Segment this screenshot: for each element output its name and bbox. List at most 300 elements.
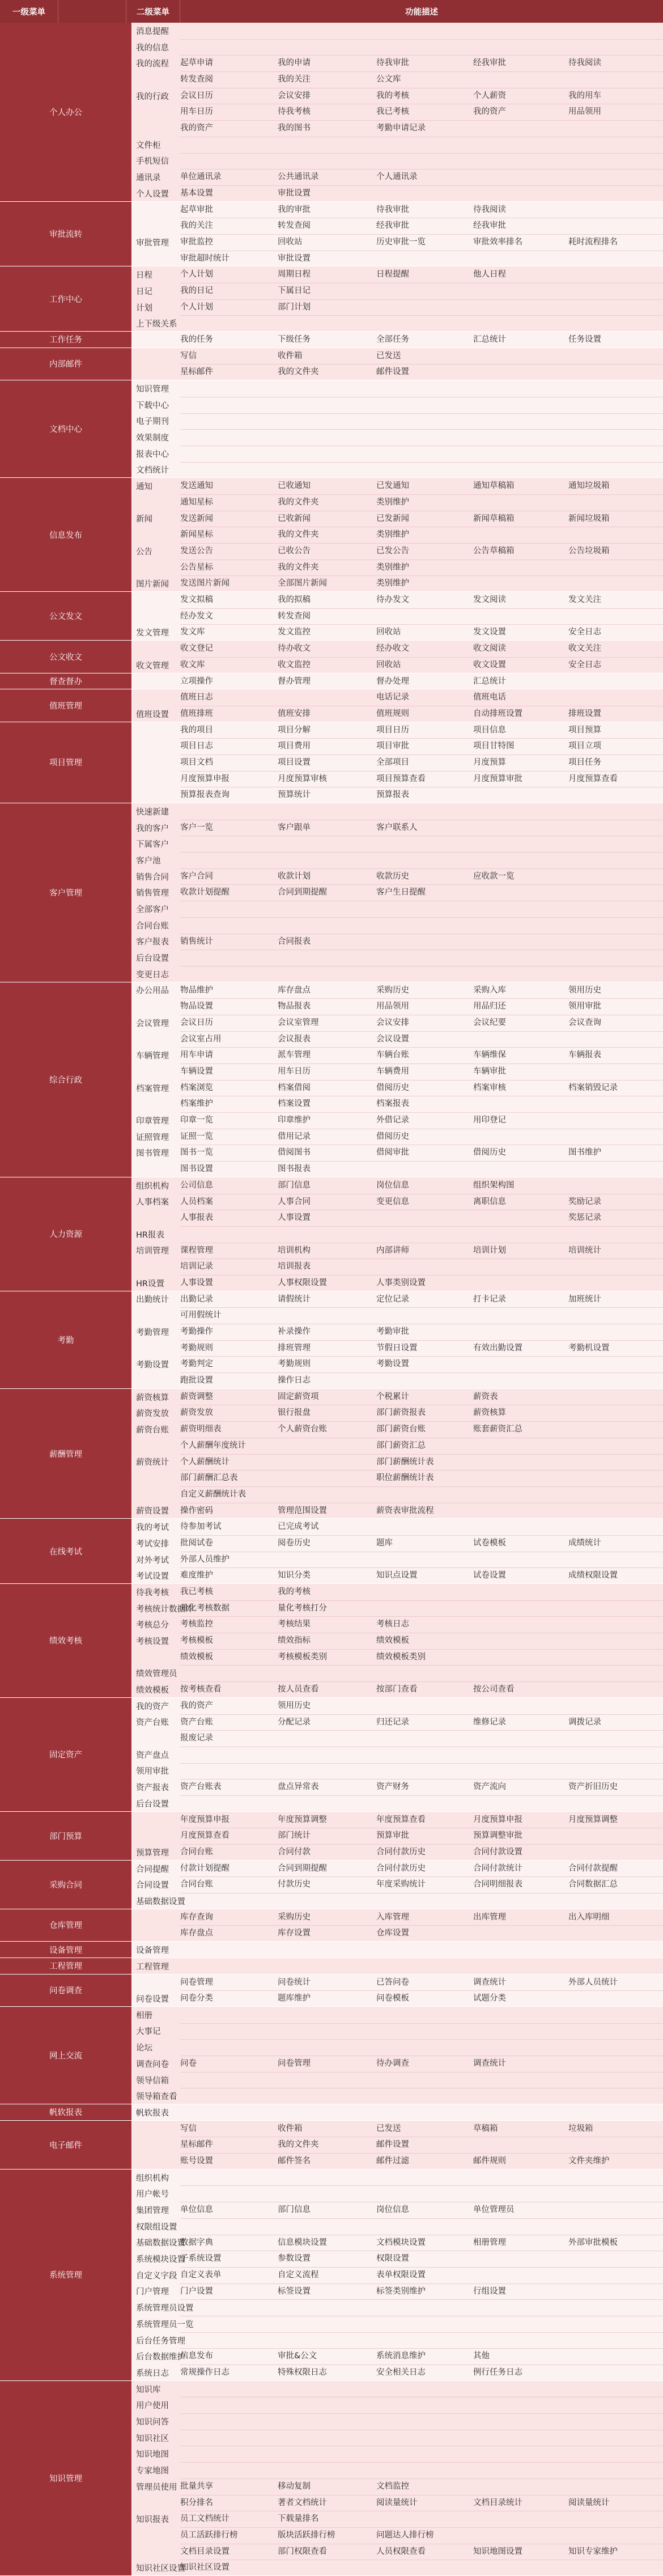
row-divider <box>180 998 663 999</box>
row-divider <box>180 771 663 772</box>
level2-menu-label: 知识社区 <box>136 2434 169 2443</box>
function-item: 考勤审批 <box>376 1327 409 1337</box>
function-item: 垃圾箱 <box>568 2124 593 2133</box>
row-divider <box>180 1567 663 1568</box>
level2-menu-label: 电子期刊 <box>136 417 169 427</box>
function-item: 印章一览 <box>180 1116 213 1125</box>
table-row <box>132 397 663 413</box>
function-item: 会议安排 <box>278 91 311 100</box>
function-item: 任务设置 <box>568 335 601 345</box>
level2-menu-label: 薪资发放 <box>136 1409 169 1419</box>
function-item: 库存设置 <box>278 1929 311 1938</box>
function-item: 待我阅读 <box>568 58 601 68</box>
function-item: 版块活跃排行榜 <box>278 2530 335 2540</box>
function-item: 电话记录 <box>376 693 409 702</box>
level1-menu-label: 绩效考核 <box>0 1584 132 1697</box>
function-item: 我的用车 <box>568 91 601 100</box>
function-item: 收文设置 <box>473 660 506 670</box>
function-item: 出入库明细 <box>568 1912 610 1922</box>
level2-menu-label: 系统管理员设置 <box>136 2304 194 2314</box>
function-item: 值班规则 <box>376 709 409 718</box>
function-item: 全部任务 <box>376 335 409 345</box>
function-item: 发送图片新闻 <box>180 579 230 588</box>
function-item: 邮件设置 <box>376 367 409 377</box>
function-item: 标签类别维护 <box>376 2286 426 2296</box>
function-item: 特殊权限日志 <box>278 2368 327 2378</box>
function-item: 问卷管理 <box>180 1977 213 1987</box>
table-row <box>132 1942 663 1958</box>
row-divider <box>180 2039 663 2040</box>
level2-menu-label: 组织机构 <box>136 1181 169 1191</box>
level1-menu-label: 审批流转 <box>0 202 132 266</box>
function-item: 项目费用 <box>278 742 311 751</box>
row-divider <box>180 1925 663 1926</box>
function-item: 经我审批 <box>473 58 506 68</box>
table-row <box>132 462 663 478</box>
function-item: 发送公告 <box>180 546 213 556</box>
level2-menu-label: 问卷设置 <box>136 1995 169 2005</box>
function-item: 账号设置 <box>180 2156 213 2166</box>
row-divider <box>180 494 663 495</box>
function-item: 部门薪资报表 <box>376 1408 426 1418</box>
function-item: 文档监控 <box>376 2481 409 2491</box>
row-divider <box>180 2185 663 2186</box>
function-item: 项目设置 <box>278 757 311 767</box>
function-item: 审批监控 <box>180 237 213 247</box>
row-divider <box>180 1844 663 1845</box>
function-item: 资产流向 <box>473 1782 506 1792</box>
function-item: 人事设置 <box>180 1278 213 1287</box>
function-item: 收文关注 <box>568 644 601 654</box>
function-item: 类别维护 <box>376 579 409 588</box>
function-item: 问卷管理 <box>278 2058 311 2068</box>
function-item: 人员档案 <box>180 1197 213 1206</box>
level2-menu-label: 资产盘点 <box>136 1751 169 1760</box>
function-item: 盘点异常表 <box>278 1782 319 1792</box>
level1-menu-label: 设备管理 <box>0 1942 132 1958</box>
level2-menu-label: 个人设置 <box>136 189 169 199</box>
table-row <box>132 1763 663 1780</box>
function-item: 付款历史 <box>278 1880 311 1889</box>
level1-menu-label: 公文收文 <box>0 641 132 672</box>
function-item: 部门薪酬统计表 <box>376 1457 434 1467</box>
function-item: 薪资明细表 <box>180 1425 222 1434</box>
menu-section <box>0 1861 663 1909</box>
menu-section <box>0 1291 663 1389</box>
table-row <box>132 2185 663 2202</box>
function-item: 草稿箱 <box>473 2124 498 2133</box>
row-divider <box>180 2023 663 2024</box>
level2-menu-label: 考核设置 <box>136 1637 169 1646</box>
function-item: 考勤操作 <box>180 1327 213 1337</box>
function-item: 客户生日提醒 <box>376 888 426 897</box>
function-item: 员工活跃排行榜 <box>180 2530 238 2540</box>
level1-menu-label: 薪酬管理 <box>0 1389 132 1519</box>
row-divider <box>180 1681 663 1682</box>
function-item: 人事设置 <box>278 1213 311 1223</box>
function-item: 合同到期提醒 <box>278 888 327 897</box>
function-item: 部门薪资台账 <box>376 1425 426 1434</box>
function-item: 预算统计 <box>278 790 311 800</box>
function-item: 转发查阅 <box>278 611 311 621</box>
function-item: 量化考核数据 <box>180 1603 230 1613</box>
level1-menu-label: 工程管理 <box>0 1958 132 1974</box>
function-item: 采购历史 <box>278 1912 311 1922</box>
level2-menu-label: 我的客户 <box>136 824 169 833</box>
function-item: 个人薪资台账 <box>278 1425 327 1434</box>
level2-menu-label: HR报表 <box>136 1230 164 1240</box>
function-item: 已收新闻 <box>278 514 311 523</box>
function-item: 门户设置 <box>180 2286 213 2296</box>
table-row <box>132 2332 663 2349</box>
level2-menu-label: 薪资台账 <box>136 1426 169 1435</box>
function-item: 离职信息 <box>473 1197 506 1206</box>
table-row <box>132 917 663 934</box>
row-divider <box>180 1047 663 1048</box>
level1-menu-label: 个人办公 <box>0 23 132 201</box>
level2-menu-label: 全部客户 <box>136 905 169 914</box>
function-item: 操作密码 <box>180 1506 213 1515</box>
function-item: 考勤设置 <box>376 1359 409 1369</box>
menu-section <box>0 2007 663 2104</box>
header-level1-spacer <box>58 0 126 23</box>
row-divider <box>180 1779 663 1780</box>
function-item: 例行任务日志 <box>473 2368 522 2378</box>
level2-menu-label: 下属客户 <box>136 840 169 850</box>
function-item: 月度预算审批 <box>473 774 522 783</box>
row-divider <box>180 1161 663 1162</box>
function-item: 跑批设置 <box>180 1376 213 1386</box>
function-item: 阅卷历史 <box>278 1538 311 1548</box>
function-item: 员工文档统计 <box>180 2514 230 2524</box>
function-item: 待我阅读 <box>473 205 506 214</box>
level2-menu-label: 权限组设置 <box>136 2222 177 2232</box>
function-item: 已答问卷 <box>376 1977 409 1987</box>
row-divider <box>180 852 663 853</box>
function-item: 收文阅读 <box>473 644 506 654</box>
function-item: 绩效指标 <box>278 1636 311 1646</box>
function-item: 回收站 <box>376 660 401 670</box>
function-item: 考勤机设置 <box>568 1343 610 1353</box>
level2-menu-label: 考试安排 <box>136 1539 169 1549</box>
function-item: 汇总统计 <box>473 335 506 345</box>
table-row <box>132 2430 663 2446</box>
function-item: 人事合同 <box>278 1197 311 1206</box>
function-item: 阅读量统计 <box>568 2498 610 2507</box>
level2-menu-label: 上下级关系 <box>136 320 177 329</box>
function-item: 公文库 <box>376 75 401 84</box>
function-item: 图书报表 <box>278 1164 311 1174</box>
function-item: 待办发文 <box>376 595 409 605</box>
function-item: 会议日历 <box>180 1018 213 1027</box>
function-item: 培训机构 <box>278 1245 311 1255</box>
level1-menu-label: 客户管理 <box>0 803 132 982</box>
level1-menu-label: 信息发布 <box>0 478 132 591</box>
row-divider <box>180 185 663 186</box>
function-item: 写信 <box>180 2124 197 2133</box>
level1-menu-label: 工作任务 <box>0 332 132 348</box>
table-row <box>132 429 663 446</box>
function-item: 行组设置 <box>473 2286 506 2296</box>
function-item: 我的拟稿 <box>278 595 311 605</box>
function-item: 安全日志 <box>568 660 601 670</box>
function-item: 类别维护 <box>376 562 409 572</box>
level1-menu-label: 问卷调查 <box>0 1975 132 2006</box>
function-item: 我的申请 <box>278 58 311 68</box>
level2-menu-label: 公告 <box>136 547 152 557</box>
level1-menu-label: 值班管理 <box>0 689 132 721</box>
function-item: 培训报表 <box>278 1262 311 1272</box>
function-item: 周期日程 <box>278 270 311 279</box>
table-row <box>132 1226 663 1243</box>
level2-menu-label: 专家地图 <box>136 2467 169 2476</box>
level2-menu-label: 后台设置 <box>136 1799 169 1809</box>
function-item: 绩效模板 <box>180 1652 213 1662</box>
menu-section <box>0 1975 663 2007</box>
function-item: 银行报盘 <box>278 1408 311 1418</box>
function-item: 邮件签名 <box>278 2156 311 2166</box>
row-divider <box>180 1763 663 1764</box>
table-header <box>0 0 663 23</box>
function-item: 我的审批 <box>278 205 311 214</box>
level2-menu-label: 下载中心 <box>136 401 169 410</box>
function-item: 节假日设置 <box>376 1343 418 1353</box>
function-item: 请假统计 <box>278 1294 311 1304</box>
row-divider <box>180 1112 663 1113</box>
function-item: 合同付款设置 <box>473 1848 522 1857</box>
level2-menu-label: 通讯录 <box>136 173 161 183</box>
function-item: 成绩权限设置 <box>568 1571 618 1581</box>
function-item: 客户一览 <box>180 823 213 832</box>
row-divider <box>180 1470 663 1471</box>
function-item: 难度维护 <box>180 1571 213 1581</box>
function-item: 日程提醒 <box>376 270 409 279</box>
function-item: 部门信息 <box>278 2205 311 2215</box>
level2-menu-label: 出勤统计 <box>136 1295 169 1305</box>
function-item: 培训计划 <box>473 1245 506 1255</box>
table-body <box>0 23 663 2576</box>
function-item: 值班安排 <box>278 709 311 718</box>
table-row <box>132 2104 663 2121</box>
table-row <box>132 2299 663 2316</box>
function-item: 我的关注 <box>278 75 311 84</box>
function-item: 通知草稿箱 <box>473 481 515 491</box>
function-item: 档案报表 <box>376 1099 409 1109</box>
function-item: 标签设置 <box>278 2286 311 2296</box>
function-item: 量化考核打分 <box>278 1603 327 1613</box>
menu-section <box>0 2104 663 2121</box>
function-item: 月度预算 <box>473 757 506 767</box>
function-item: 我的日记 <box>180 286 213 295</box>
level2-menu-label: 合同台账 <box>136 921 169 931</box>
row-divider <box>180 1226 663 1227</box>
function-item: 年度预算查看 <box>376 1815 426 1824</box>
menu-section <box>0 202 663 267</box>
function-item: 部门薪酬汇总表 <box>180 1473 238 1483</box>
level2-menu-label: 我的信息 <box>136 43 169 53</box>
row-divider <box>180 1356 663 1357</box>
function-item: 个人计划 <box>180 270 213 279</box>
function-item: 类别维护 <box>376 497 409 507</box>
level2-menu-label: 管理员使用 <box>136 2482 177 2492</box>
function-item: 全部图片新闻 <box>278 579 327 588</box>
function-item: 项目日志 <box>180 742 213 751</box>
function-item: 信息模块设置 <box>278 2238 327 2247</box>
row-divider <box>180 575 663 576</box>
function-item: 安全相关日志 <box>376 2368 426 2378</box>
function-item: 档案销毁记录 <box>568 1083 618 1092</box>
level2-menu-label: 基础数据设置 <box>136 1897 185 1906</box>
function-item: 库存盘点 <box>180 1929 213 1938</box>
level2-menu-label: 相册 <box>136 2011 152 2020</box>
function-item: 调查统计 <box>473 2058 506 2068</box>
function-item: 预算报表查询 <box>180 790 230 800</box>
function-item: 我的资产 <box>473 107 506 117</box>
function-item: 新闻星标 <box>180 530 213 540</box>
table-row <box>132 2170 663 2186</box>
function-item: 我已考核 <box>376 107 409 117</box>
level2-menu-label: 客户报表 <box>136 938 169 947</box>
row-divider <box>180 1616 663 1617</box>
level2-menu-label: 知识社区设置 <box>136 2564 185 2574</box>
function-item: 客户合同 <box>180 871 213 881</box>
level2-menu-label: 组织机构 <box>136 2174 169 2183</box>
function-item: 绩效模板类别 <box>376 1652 426 1662</box>
level2-menu-label: 绩效模板 <box>136 1686 169 1695</box>
row-divider <box>180 364 663 365</box>
function-item: 奖励记录 <box>568 1197 601 1206</box>
menu-section <box>0 1177 663 1291</box>
function-item: 待我考核 <box>278 107 311 117</box>
row-divider <box>180 1990 663 1991</box>
function-item: 按部门查看 <box>376 1685 418 1694</box>
level2-menu-label: 文件柜 <box>136 141 161 150</box>
menu-section <box>0 689 663 722</box>
function-item: 排班设置 <box>568 709 601 718</box>
row-divider <box>180 2218 663 2219</box>
function-item: 其他 <box>473 2352 490 2361</box>
function-item: 借阅历史 <box>376 1132 409 1141</box>
row-divider <box>180 868 663 869</box>
menu-section <box>0 2170 663 2381</box>
level2-menu-label: 帆软报表 <box>136 2108 169 2118</box>
function-item: 转发查阅 <box>180 75 213 84</box>
table-row <box>132 901 663 917</box>
function-item: 批量共享 <box>180 2481 213 2491</box>
function-item: 自动排班设置 <box>473 709 522 718</box>
function-item: 公共通讯录 <box>278 172 319 182</box>
level1-menu-label: 部门预算 <box>0 1812 132 1860</box>
function-item: 汇总统计 <box>473 676 506 686</box>
row-divider <box>180 917 663 918</box>
function-item: 档案借阅 <box>278 1083 311 1092</box>
level2-menu-label: 待我考核 <box>136 1588 169 1598</box>
level2-menu-label: 证照管理 <box>136 1133 169 1142</box>
function-item: 项目审批 <box>376 742 409 751</box>
function-item: 历史审批一览 <box>376 237 426 247</box>
function-item: 待我审批 <box>376 58 409 68</box>
table-row <box>132 2446 663 2462</box>
table-row <box>132 2039 663 2056</box>
function-item: 收款计划 <box>278 871 311 881</box>
function-item: 部门信息 <box>278 1180 311 1190</box>
table-row <box>132 2462 663 2478</box>
level2-menu-label: 档案管理 <box>136 1084 169 1094</box>
level2-menu-label: 消息提醒 <box>136 27 169 36</box>
function-item: 移动复制 <box>278 2481 311 2491</box>
level2-menu-label: 销售管理 <box>136 889 169 899</box>
function-item: 单位通讯录 <box>180 172 222 182</box>
function-item: 资产台账表 <box>180 1782 222 1792</box>
table-row <box>132 2088 663 2104</box>
function-item: 变更信息 <box>376 1197 409 1206</box>
function-item: 个人薪资 <box>473 91 506 100</box>
menu-section <box>0 592 663 641</box>
level2-menu-label: 快速新建 <box>136 807 169 817</box>
function-item: 用品领用 <box>568 107 601 117</box>
function-item: 督办处理 <box>376 676 409 686</box>
function-item: 已完成考试 <box>278 1522 319 1532</box>
function-item: 下载量排名 <box>278 2514 319 2524</box>
row-divider <box>180 624 663 625</box>
function-item: 下级任务 <box>278 335 311 345</box>
menu-section <box>0 1519 663 1584</box>
function-item: 借用记录 <box>278 1132 311 1141</box>
function-item: 下属日记 <box>278 286 311 295</box>
function-item: 用品领用 <box>376 1002 409 1011</box>
level2-menu-label: 大事记 <box>136 2027 161 2037</box>
level1-menu-label: 项目管理 <box>0 722 132 803</box>
function-item: 外部人员统计 <box>568 1977 618 1987</box>
function-item: 审批&公文 <box>278 2352 317 2361</box>
level1-menu-label: 系统管理 <box>0 2170 132 2380</box>
row-divider <box>180 2283 663 2284</box>
menu-section <box>0 673 663 690</box>
level2-menu-label: 知识管理 <box>136 384 169 394</box>
function-item: 权限设置 <box>376 2254 409 2264</box>
function-item: 会议设置 <box>376 1034 409 1044</box>
function-item: 经我审批 <box>473 221 506 231</box>
function-item: 已发通知 <box>376 481 409 491</box>
function-item: 档案维护 <box>180 1099 213 1109</box>
function-item: 相册管理 <box>473 2238 506 2247</box>
function-item: 发文关注 <box>568 595 601 605</box>
row-divider <box>180 462 663 463</box>
level2-menu-label: 手机短信 <box>136 157 169 167</box>
level2-menu-label: 考勤管理 <box>136 1328 169 1337</box>
function-item: 我的考核 <box>278 1587 311 1597</box>
level2-menu-label: 发文管理 <box>136 629 169 638</box>
level2-menu-label: 门户管理 <box>136 2287 169 2297</box>
table-row <box>132 2007 663 2023</box>
function-item: 库存盘点 <box>278 985 311 995</box>
level2-menu-label: 系统模块设置 <box>136 2255 185 2265</box>
menu-section <box>0 2381 663 2576</box>
function-item: 知识专家维护 <box>568 2547 618 2556</box>
function-item: 我的文件夹 <box>278 2140 319 2150</box>
function-item: 值班日志 <box>180 693 213 702</box>
function-item: 发文拟稿 <box>180 595 213 605</box>
function-item: 基本设置 <box>180 188 213 198</box>
function-item: 知识分类 <box>278 1571 311 1581</box>
table-row <box>132 1665 663 1681</box>
level2-menu-label: 用户使用 <box>136 2401 169 2411</box>
header-level1-menu: 一级菜单 <box>0 0 58 23</box>
function-item: 组织架构图 <box>473 1180 515 1190</box>
function-item: 新闻草稿箱 <box>473 514 515 523</box>
table-row <box>132 380 663 397</box>
level1-menu-label: 文档中心 <box>0 380 132 477</box>
